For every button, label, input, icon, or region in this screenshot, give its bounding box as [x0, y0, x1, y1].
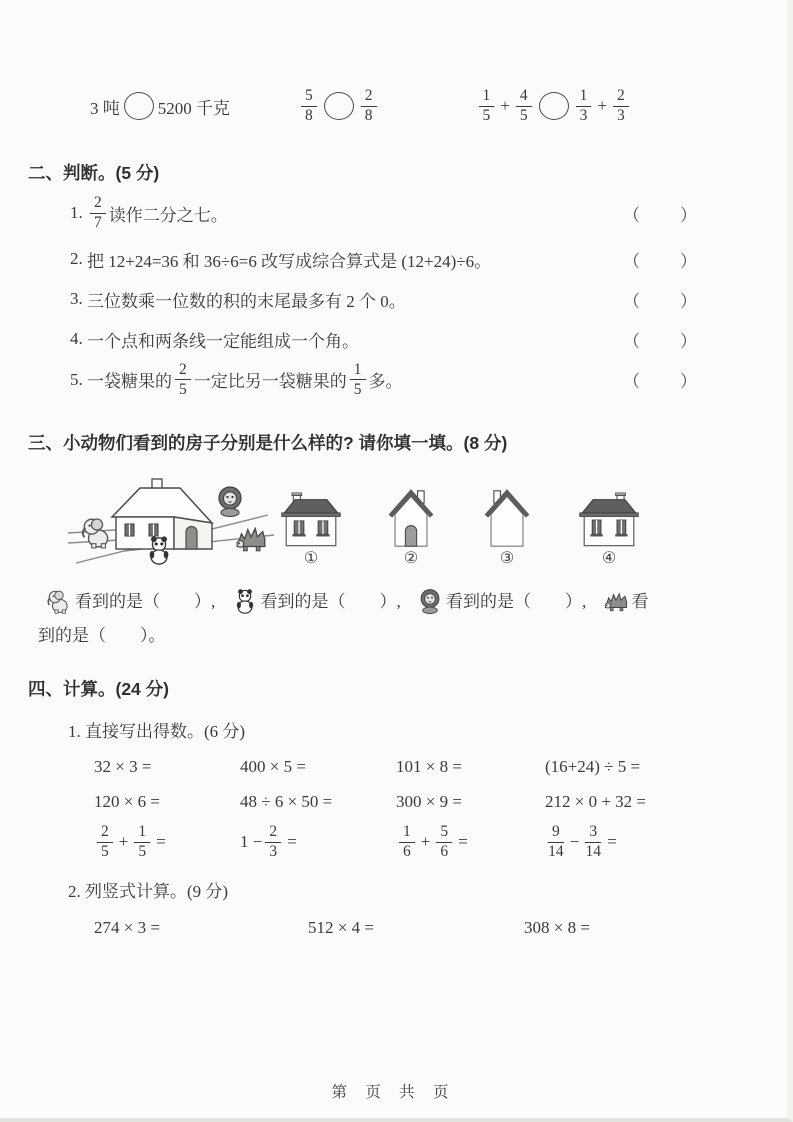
fill-in-line-continued: 到的是（ ）。 [38, 626, 166, 646]
comparison-right-text: 5200 千克 [157, 98, 230, 118]
fraction: $\frac{1}{6}$ [399, 824, 415, 861]
lion-fill-segment [417, 592, 586, 611]
calc-expression: 400 × 5 = [240, 757, 306, 777]
comparison-item-fractions [298, 88, 380, 125]
panda-in-scene [150, 536, 169, 564]
comparison-item-mass [90, 92, 230, 120]
statement-text: 多。 [368, 372, 403, 392]
calc-expression [94, 824, 240, 861]
elephant-in-scene [83, 519, 108, 548]
fraction: $\frac{1}{3}$ [576, 88, 592, 125]
judge-item-text [70, 327, 359, 352]
judge-item-text [70, 287, 406, 312]
fraction: $\frac{2}{5}$ [97, 824, 113, 861]
answer-blank-parens: （ ） [623, 251, 699, 271]
calc-expression: 32 × 3 = [94, 757, 152, 777]
statement-text: 三位数乘一位数的积的末尾最多有 2 个 0。 [87, 291, 406, 311]
fraction: $\frac{2}{3}$ [265, 824, 281, 861]
fraction: $\frac{1}{5}$ [350, 362, 366, 399]
lion-icon [417, 588, 443, 614]
fraction: $\frac{3}{14}$ [585, 823, 601, 861]
calc-expression: 308 × 8 = [524, 917, 590, 937]
calc-row-3-fractions [0, 824, 787, 861]
answer-blank-parens: （ ） [623, 372, 699, 392]
elephant-fill-segment [46, 592, 215, 611]
house-2-icon [388, 488, 434, 548]
panda-fill-segment [232, 592, 401, 611]
equals-sign: = [156, 832, 166, 852]
section-houses-title: 三、小动物们看到的房子分别是什么样的? 请你填一填。(8 分) [28, 433, 508, 454]
calc-expression: 274 × 3 = [94, 917, 160, 937]
plus-sign: + [597, 96, 607, 115]
comparison-blank-circle [124, 92, 154, 120]
comparison-blank-circle [324, 92, 354, 120]
fraction: $\frac{9}{14}$ [548, 823, 564, 861]
calc-expression: 300 × 9 = [396, 792, 462, 812]
minuend-text: 1 − [240, 832, 263, 852]
judge-item-5 [70, 362, 699, 399]
calc-expression: (16+24) ÷ 5 = [545, 757, 641, 777]
house-1-label: ① [303, 550, 319, 568]
house-scene-illustration [68, 473, 274, 567]
calc-subsection-2-title: 2. 列竖式计算。(9 分) [68, 881, 229, 901]
fraction: $\frac{4}{5}$ [516, 88, 532, 125]
fraction: $\frac{2}{7}$ [90, 195, 106, 232]
judge-item-text [70, 247, 491, 272]
fill-text: 看到的是（ ）, [260, 592, 401, 612]
judge-item-4 [70, 327, 699, 352]
calc-row-2 [0, 792, 787, 812]
item-number: 1. [70, 203, 83, 223]
comparison-item-fraction-sums [476, 88, 632, 125]
elephant-icon [46, 588, 72, 614]
answer-blank-parens: （ ） [623, 291, 699, 311]
house-option-4 [578, 492, 640, 567]
calc-expression: 48 ÷ 6 × 50 = [240, 792, 333, 812]
statement-text: 一袋糖果的 [87, 372, 172, 392]
house-4-label: ④ [601, 550, 617, 568]
comparison-blank-circle [539, 92, 569, 120]
fill-in-line [46, 585, 751, 619]
fill-text: 看到的是（ ）, [75, 592, 216, 612]
judge-item-2 [70, 247, 699, 272]
plus-sign: + [118, 832, 129, 852]
judge-item-text [70, 362, 403, 399]
calc-expression: 120 × 6 = [94, 792, 160, 812]
house-2-label: ② [403, 550, 419, 568]
statement-text: 一个点和两条线一定能组成一个角。 [87, 331, 359, 351]
house-3-label: ③ [499, 550, 515, 568]
statement-text: 把 12+24=36 和 36÷6=6 改写成综合算式是 (12+24)÷6。 [87, 251, 492, 271]
house-option-3 [484, 488, 530, 567]
page-footer: 第 页 共 页 [331, 1084, 456, 1101]
section-judge-title: 二、判断。(5 分) [28, 163, 160, 183]
statement-text: 读作二分之七。 [108, 205, 228, 225]
calc-expression [396, 824, 545, 861]
fraction: $\frac{2}{3}$ [613, 88, 629, 125]
item-number: 3. [70, 289, 83, 309]
lion-in-scene [219, 487, 241, 517]
calc-expression: 212 × 0 + 32 = [545, 792, 647, 812]
houses-illustration-row [0, 471, 787, 567]
house-1-icon [280, 492, 342, 548]
fill-text: 看到的是（ ）, [446, 592, 587, 612]
calc-subsection-1-title: 1. 直接写出得数。(6 分) [68, 722, 246, 742]
minus-sign: − [569, 832, 580, 852]
equals-sign: = [287, 832, 297, 852]
judge-item-text [70, 195, 228, 232]
equals-sign: = [458, 832, 468, 852]
fraction: $\frac{2}{5}$ [175, 362, 191, 399]
plus-sign: + [500, 96, 510, 115]
house-option-1 [280, 492, 342, 567]
calc-expression: 101 × 8 = [396, 757, 462, 777]
panda-icon [232, 588, 258, 614]
calc-expression [545, 824, 787, 861]
judge-item-3 [70, 287, 699, 312]
comparison-left-text: 3 吨 [90, 98, 120, 118]
comparison-row [0, 0, 787, 130]
item-number: 4. [70, 329, 83, 349]
fraction: $\frac{1}{5}$ [134, 824, 150, 861]
hedgehog-in-scene [237, 529, 265, 551]
item-number: 5. [70, 369, 83, 389]
answer-blank-parens: （ ） [623, 205, 699, 225]
house-4-icon [578, 492, 640, 548]
house-3-icon [484, 488, 530, 548]
hedgehog-icon [603, 588, 629, 614]
section-calc-title: 四、计算。(24 分) [28, 679, 169, 700]
fraction: $\frac{5}{8}$ [301, 88, 317, 125]
item-number: 2. [70, 249, 83, 269]
fraction: $\frac{1}{5}$ [479, 88, 495, 125]
statement-text: 一定比另一袋糖果的 [193, 372, 347, 392]
calc-row-1 [0, 757, 787, 777]
calc-row-4-vertical [0, 918, 787, 938]
equals-sign: = [607, 832, 617, 852]
fraction: $\frac{2}{8}$ [361, 88, 377, 125]
calc-expression: 512 × 4 = [308, 917, 374, 937]
calc-expression [240, 824, 396, 861]
judge-item-1 [70, 195, 699, 232]
hedgehog-fill-segment [603, 592, 649, 611]
fill-text: 看 [631, 592, 649, 612]
house-option-2 [388, 488, 434, 567]
plus-sign: + [420, 832, 431, 852]
fraction: $\frac{5}{6}$ [436, 824, 452, 861]
answer-blank-parens: （ ） [623, 331, 699, 351]
